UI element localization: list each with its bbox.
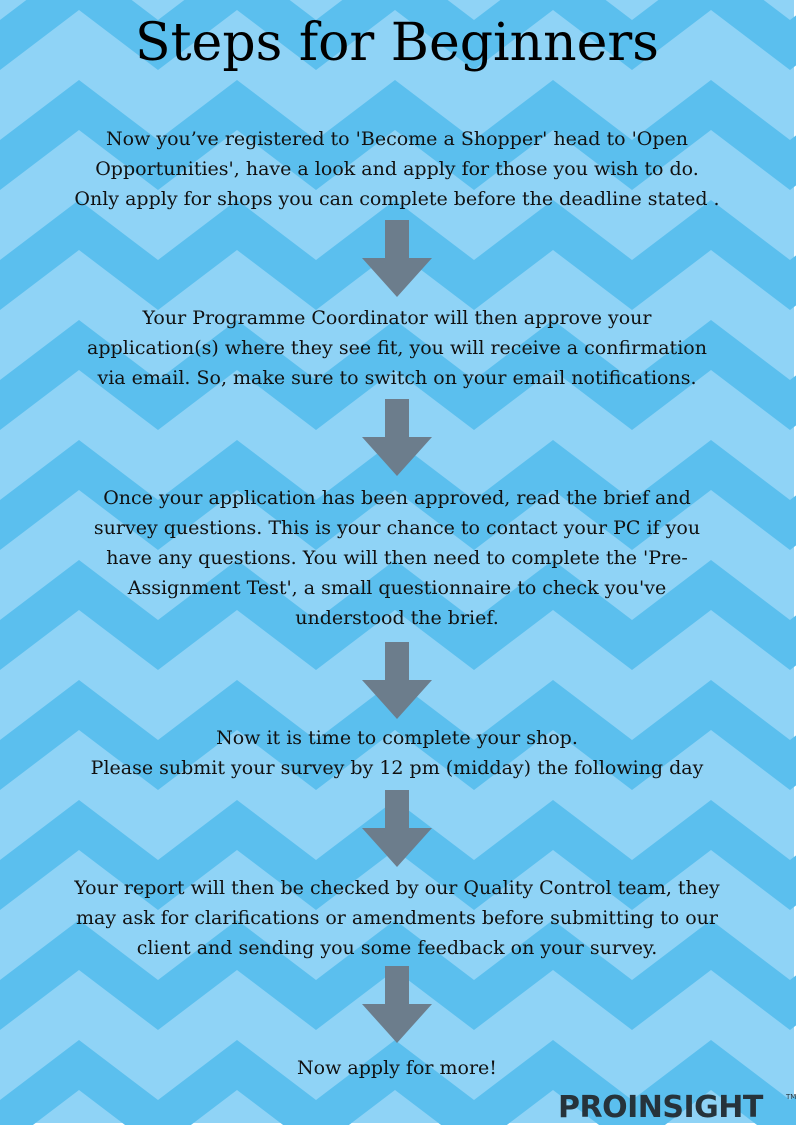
step-1-text	[10, 124, 784, 214]
step-1-line-2: Opportunities', have a look and apply for those you wish to do.	[95, 158, 699, 180]
step-2-line-3: via email. So, make sure to switch on your email notifications.	[97, 367, 697, 389]
step-2-text	[10, 303, 784, 393]
down-arrow-icon	[360, 399, 434, 477]
step-4-line-1: Now it is time to complete your shop.	[216, 727, 578, 749]
step-1-line-3: Only apply for shops you can complete before the deadline stated .	[74, 188, 720, 210]
step-6-line-1: Now apply for more!	[297, 1057, 497, 1079]
step-4-line-2: Please submit your survey by 12 pm (midday) the following day	[90, 757, 704, 779]
step-5-line-2: may ask for clarifications or amendments before submitting to our	[76, 907, 718, 929]
logo-trademark: TM	[786, 1093, 796, 1101]
step-5-text	[10, 873, 784, 963]
step-3-line-3: have any questions. You will then need to complete the 'Pre-	[106, 547, 688, 569]
step-3-line-2: survey questions. This is your chance to contact your PC if you	[93, 517, 701, 539]
step-3-text	[10, 483, 784, 633]
step-1-line-1: Now you’ve registered to 'Become a Shopper' head to 'Open	[105, 128, 689, 150]
step-3-line-1: Once your application has been approved, read the brief and	[103, 487, 691, 509]
down-arrow-icon	[360, 220, 434, 298]
logo-text: PROINSIGHT	[558, 1090, 763, 1125]
step-5-line-3: client and sending you some feedback on your survey.	[136, 937, 658, 959]
step-5-line-1: Your report will then be checked by our Quality Control team, they	[74, 877, 720, 899]
step-3-line-5: understood the brief.	[295, 607, 499, 629]
step-2-line-2: application(s) where they see fit, you will receive a confirmation	[87, 337, 707, 359]
step-3-line-4: Assignment Test', a small questionnaire to check you've	[127, 577, 667, 599]
step-2-line-1: Your Programme Coordinator will then approve your	[142, 307, 652, 329]
down-arrow-icon	[360, 642, 434, 720]
page-title: Steps for Beginners	[135, 13, 659, 73]
step-6-text	[10, 1053, 784, 1083]
down-arrow-icon	[360, 966, 434, 1044]
proinsight-logo	[558, 1090, 796, 1125]
step-4-text	[10, 723, 784, 783]
down-arrow-icon	[360, 790, 434, 868]
